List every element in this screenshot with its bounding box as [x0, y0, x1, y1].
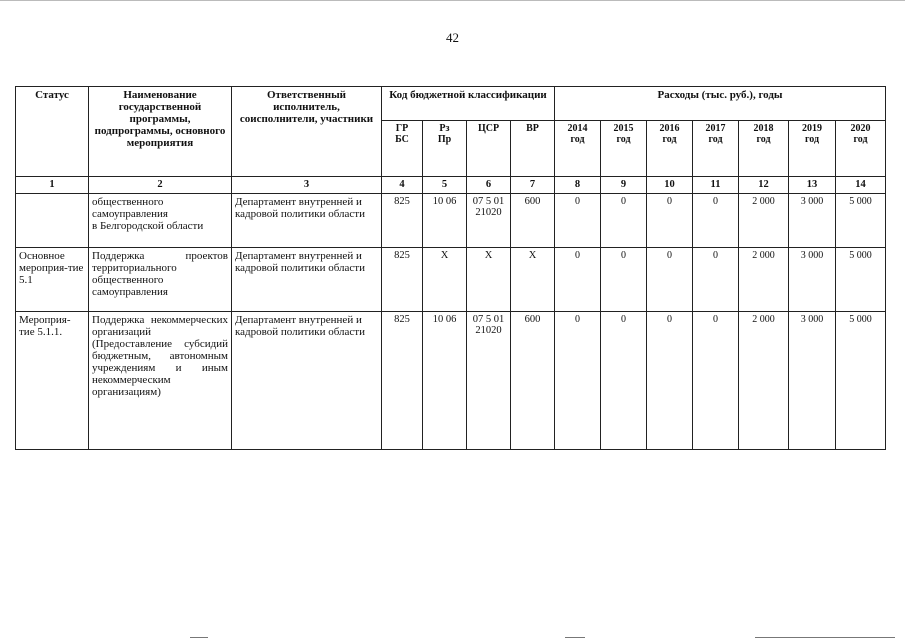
header-status: Статус [16, 87, 89, 177]
year-label: 2016 [659, 123, 680, 134]
row-vr: 600 [511, 193, 555, 247]
header-rzpr-line-1: Рз [439, 123, 450, 134]
row-value-2015: 0 [601, 193, 647, 247]
year-label: 2017 [705, 123, 726, 134]
row-name-line: самоуправления [92, 207, 168, 220]
year-label: 2018 [753, 123, 774, 134]
row-csr-line-1: 07 5 01 [472, 313, 505, 325]
row-value-2016: 0 [647, 247, 693, 311]
row-vr: Х [511, 247, 555, 311]
year-label: 2014 [567, 123, 588, 134]
row-value-2016: 0 [647, 193, 693, 247]
table-row [16, 193, 886, 247]
year-label: 2015 [613, 123, 634, 134]
row-program-name [89, 193, 232, 247]
year-unit: год [853, 134, 868, 145]
row-csr-line-1: 07 5 01 [472, 195, 505, 207]
header-grbs-line-1: ГР [395, 123, 409, 134]
header-row-1 [16, 87, 886, 121]
header-year-2016 [647, 121, 693, 177]
header-rzpr [423, 121, 467, 177]
row-value-2020: 5 000 [836, 311, 886, 449]
column-number: 5 [423, 177, 467, 194]
row-rzpr: 10 06 [423, 311, 467, 449]
row-rzpr: Х [423, 247, 467, 311]
budget-table [15, 86, 886, 450]
row-grbs: 825 [382, 193, 423, 247]
row-value-2015: 0 [601, 247, 647, 311]
row-program-name: Поддержка проектов территориального общественного самоуправления [89, 247, 232, 311]
table-row [16, 311, 886, 449]
row-value-2014: 0 [555, 311, 601, 449]
column-number-row [16, 177, 886, 194]
header-grbs-line-2: БС [395, 134, 409, 145]
row-name-line: общественного [92, 195, 164, 208]
row-value-2017: 0 [693, 247, 739, 311]
row-value-2020: 5 000 [836, 193, 886, 247]
row-value-2019: 3 000 [789, 247, 836, 311]
row-value-2020: 5 000 [836, 247, 886, 311]
row-csr [467, 311, 511, 449]
year-unit: год [662, 134, 677, 145]
year-unit: год [756, 134, 771, 145]
column-number: 2 [89, 177, 232, 194]
row-value-2018: 2 000 [739, 247, 789, 311]
row-csr-line-2: 21020 [475, 207, 502, 219]
row-value-2015: 0 [601, 311, 647, 449]
header-year-2020 [836, 121, 886, 177]
column-number: 9 [601, 177, 647, 194]
row-vr: 600 [511, 311, 555, 449]
row-csr: Х [467, 247, 511, 311]
column-number: 4 [382, 177, 423, 194]
row-value-2014: 0 [555, 247, 601, 311]
row-name-line: в Белгородской области [92, 219, 204, 232]
column-number: 10 [647, 177, 693, 194]
row-value-2019: 3 000 [789, 193, 836, 247]
year-unit: год [804, 134, 820, 145]
page-number: 42 [446, 30, 459, 45]
year-unit: год [570, 134, 585, 145]
column-number: 3 [232, 177, 382, 194]
header-year-2015 [601, 121, 647, 177]
header-budget-code: Код бюджетной классификации [382, 87, 555, 121]
column-number: 7 [511, 177, 555, 194]
column-number: 13 [789, 177, 836, 194]
row-executor: Департамент внутренней и кадровой политики области [232, 311, 382, 449]
year-unit: год [616, 134, 631, 145]
row-value-2017: 0 [693, 193, 739, 247]
row-value-2018: 2 000 [739, 311, 789, 449]
scan-artifact-bottom-left [190, 637, 208, 638]
row-status: Мероприя-тие 5.1.1. [16, 311, 89, 449]
row-value-2014: 0 [555, 193, 601, 247]
row-rzpr: 10 06 [423, 193, 467, 247]
table-row [16, 247, 886, 311]
row-status [16, 193, 89, 247]
row-executor: Департамент внутренней и кадровой политики области [232, 193, 382, 247]
scan-artifact-bottom-mid [565, 637, 585, 638]
row-program-name: Поддержка некоммерческих организаций (Предоставление субсидий бюджетным, автономным учреждениям и иным некоммерческим организациям) [89, 311, 232, 449]
column-number: 14 [836, 177, 886, 194]
header-year-2019 [789, 121, 836, 177]
row-value-2019: 3 000 [789, 311, 836, 449]
header-expenses: Расходы (тыс. руб.), годы [555, 87, 886, 121]
year-unit: год [708, 134, 723, 145]
header-grbs [382, 121, 423, 177]
row-value-2016: 0 [647, 311, 693, 449]
column-number: 6 [467, 177, 511, 194]
year-label: 2020 [850, 123, 871, 134]
column-number: 12 [739, 177, 789, 194]
row-grbs: 825 [382, 311, 423, 449]
year-label: 2019 [802, 123, 822, 134]
row-csr-line-2: 21020 [475, 325, 502, 337]
header-csr: ЦСР [467, 121, 511, 177]
header-year-2018 [739, 121, 789, 177]
header-executor: Ответственный исполнитель, соисполнители, участники [232, 87, 382, 177]
row-csr [467, 193, 511, 247]
header-vr: ВР [511, 121, 555, 177]
row-grbs: 825 [382, 247, 423, 311]
column-number: 11 [693, 177, 739, 194]
header-year-2014 [555, 121, 601, 177]
header-rzpr-line-2: Пр [437, 134, 452, 145]
scan-artifact-top [0, 0, 905, 1]
row-value-2017: 0 [693, 311, 739, 449]
row-value-2018: 2 000 [739, 193, 789, 247]
scan-artifact-bottom-right [755, 637, 895, 638]
row-executor: Департамент внутренней и кадровой политики области [232, 247, 382, 311]
column-number: 1 [16, 177, 89, 194]
row-status: Основное мероприя-тие 5.1 [16, 247, 89, 311]
header-program-name: Наименование государственной программы, подпрограммы, основного мероприятия [89, 87, 232, 177]
header-year-2017 [693, 121, 739, 177]
column-number: 8 [555, 177, 601, 194]
